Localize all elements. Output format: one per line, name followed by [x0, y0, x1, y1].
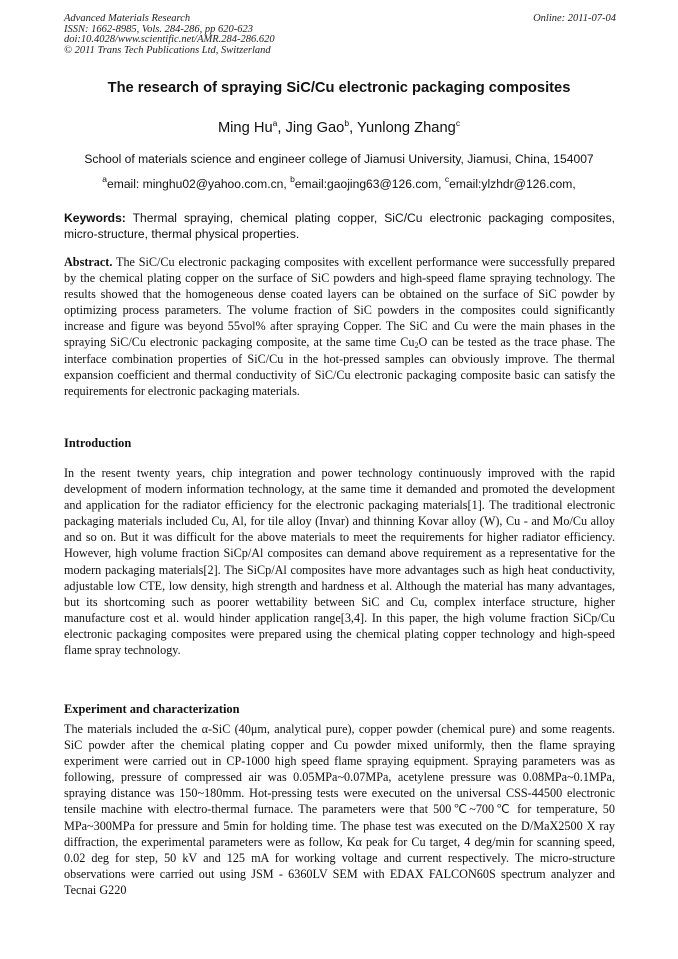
- author-affiliation-mark: a: [272, 118, 278, 128]
- author-name: Ming Hu: [217, 120, 273, 136]
- email-mark: c: [444, 174, 450, 184]
- journal-name: Advanced Materials Research: [64, 13, 191, 24]
- author-separator: ,: [277, 120, 286, 136]
- email-mark: a: [102, 174, 108, 184]
- email-mark: b: [290, 174, 295, 184]
- experiment-heading: Experiment and characterization: [64, 702, 240, 716]
- abstract-text: The SiC/Cu electronic packaging composites with excellent performance were successfully prepared by the chemical plating copper on the surface of SiC powders and high-speed flame spraying technology. The results showed that the homogeneous dense coated layers can be obtained on the surface of SiC powder by optimizing process parameters. The volume fraction of SiC powders in the composites could significantly increase and figure was beyond 55vol% after spraying Copper. The SiC and Cu were the main phases in the spraying SiC/Cu electronic packaging composite, at the same time Cu: [64, 255, 615, 350]
- email-address[interactable]: email:gaojing63@126.com,: [294, 177, 445, 191]
- formula-subscript: 2: [414, 341, 419, 351]
- paper-title: The research of spraying SiC/Cu electronic packaging composites: [107, 80, 571, 96]
- abstract-label: Abstract.: [64, 255, 113, 269]
- journal-doi: doi:10.4028/www.scientific.net/AMR.284-286.620: [64, 34, 275, 46]
- introduction-text: In the resent twenty years, chip integration and power technology continuously improved with the rapid development of modern information technology, at the same time it demanded and promoted the development and application for the radiator efficiency for the electronic packaging materials[1]. The traditional electronic packaging materials included Cu, Al, for tile alloy (Invar) and thinning Kovar alloy (W), Cu - and Mo/Cu alloy and so on. But it was difficult for the above materials to meet the requirements for higher radiator efficiency. However, high volume fraction SiCp/Al composites can demand above requirement as a representative for the modern packaging materials[2]. The SiCp/Al composites have more advantages such as high heat conductivity, adjustable low CTE, low density, high strength and hardness et al. Although the material has many advantages, but its shortcoming such as poorer wettability between SiC and Cu, complex interface structure, higher manufacture cost et al. would hinder application range[3,4]. In this paper, the high volume fraction SiCp/Cu electronic packaging composites were prepared using the chemical plating copper technology and high-speed flame spray technology.: [64, 466, 615, 658]
- journal-copyright: © 2011 Trans Tech Publications Ltd, Switzerland: [64, 44, 271, 56]
- keywords: [64, 210, 615, 242]
- email-address[interactable]: email:ylzhdr@126.com,: [449, 177, 576, 191]
- abstract: [64, 254, 615, 399]
- author-name: Yunlong Zhang: [356, 120, 456, 136]
- experiment-text: The materials included the α-SiC (40μm, analytical pure), copper powder (chemical pure) and some reagents. SiC powder after the chemical plating copper and Cu powder mixed uniformly, then the flame spraying experiment were carried out in CP-1000 high speed flame spraying equipment. Spraying parameters was as following, pressure of compressed air was 0.05MPa~0.07MPa, acetylene pressure was 0.08MPa~0.1MPa, spraying distance was 150~180mm. Hot-pressing tests were executed on the universal CSS-44500 electronic tensile machine with electro-thermal furnace. The parameters were that 500℃~700℃ for temperature, 50 MPa~300MPa for pressure and 5min for holding time. The phase test was executed on the D/MaX2500 X ray diffraction, the experimental parameters were as follow, Kα peak for Cu target, 4 deg/min for scanning speed, 0.02 deg for step, 50 kV and 125 mA for working voltage and current respectively. The micro-structure observations were carried out using JSM - 6360LV SEM with EDAX FALCON60S spectrum analyzer and Tecnai G220: [64, 722, 615, 897]
- author-separator: ,: [349, 120, 357, 136]
- journal-header: [64, 14, 616, 56]
- email-address[interactable]: email: minghu02@yahoo.com.cn,: [107, 177, 291, 191]
- author-list: [40, 120, 638, 136]
- keywords-text: Thermal spraying, chemical plating copper, SiC/Cu electronic packaging composites, micro-structure, thermal physical properties.: [64, 211, 615, 241]
- author-affiliation-mark: b: [344, 118, 350, 128]
- journal-issn: ISSN: 1662-8985, Vols. 284-286, pp 620-623: [64, 23, 253, 35]
- author-affiliation-mark: c: [455, 118, 461, 128]
- abstract-text-continued: O can be tested as the trace phase. The interface combination properties of SiC/Cu in the hot-pressed samples can obviously improve. The thermal expansion coefficient and thermal conductivity of SiC/Cu electronic packaging composite basic can satisfy the requirements for electronic packaging materials.: [64, 335, 615, 398]
- keywords-label: Keywords:: [64, 211, 126, 225]
- affiliation: School of materials science and engineer college of Jiamusi University, Jiamusi, China, 154007: [84, 152, 594, 166]
- author-name: Jing Gao: [285, 120, 345, 136]
- introduction-heading: Introduction: [64, 436, 132, 450]
- online-date: Online: 2011-07-04: [533, 13, 616, 24]
- email-list: [40, 174, 638, 191]
